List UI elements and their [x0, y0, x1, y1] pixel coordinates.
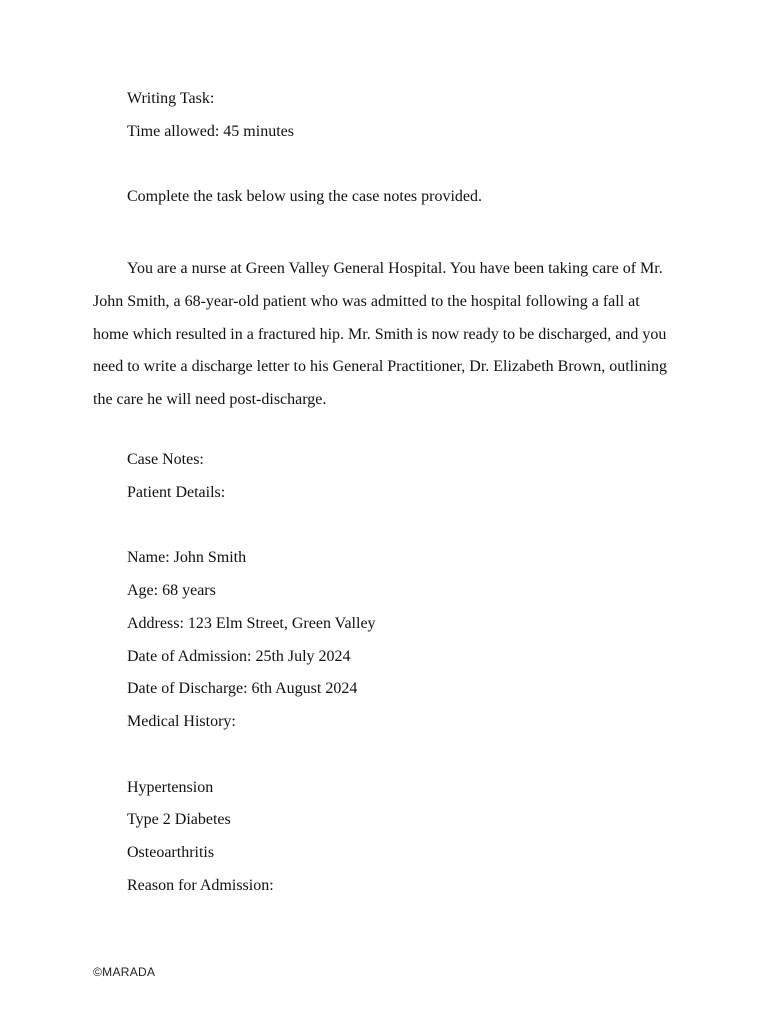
reason-for-admission-heading: Reason for Admission:: [127, 877, 274, 894]
medical-history-heading: Medical History:: [127, 713, 236, 730]
medical-history-item: Type 2 Diabetes: [127, 811, 231, 828]
writing-task-heading: Writing Task:: [127, 90, 215, 107]
time-allowed: Time allowed: 45 minutes: [127, 123, 294, 140]
admission-date: Date of Admission: 25th July 2024: [127, 648, 351, 665]
task-instruction: Complete the task below using the case notes provided.: [127, 188, 483, 205]
medical-history-item: Osteoarthritis: [127, 844, 215, 861]
discharge-date: Date of Discharge: 6th August 2024: [127, 680, 358, 697]
case-notes-heading: Case Notes:: [127, 451, 204, 468]
patient-name: Name: John Smith: [127, 549, 247, 566]
patient-details-heading: Patient Details:: [127, 484, 226, 501]
patient-address: Address: 123 Elm Street, Green Valley: [127, 615, 376, 632]
copyright-footer: ©MARADA: [93, 965, 156, 979]
task-scenario-paragraph: You are a nurse at Green Valley General Hospital. You have been taking care of Mr. John Smith, a 68-year-old patient who was admitted to the hospital following a fall at home which resulted in a fractured hip. Mr. Smith is now ready to be discharged, and you need to write a discharge letter to his General Practitioner, Dr. Elizabeth Brown, outlining the care he will need post-discharge.: [93, 260, 668, 409]
patient-age: Age: 68 years: [127, 582, 216, 599]
medical-history-item: Hypertension: [127, 779, 214, 796]
